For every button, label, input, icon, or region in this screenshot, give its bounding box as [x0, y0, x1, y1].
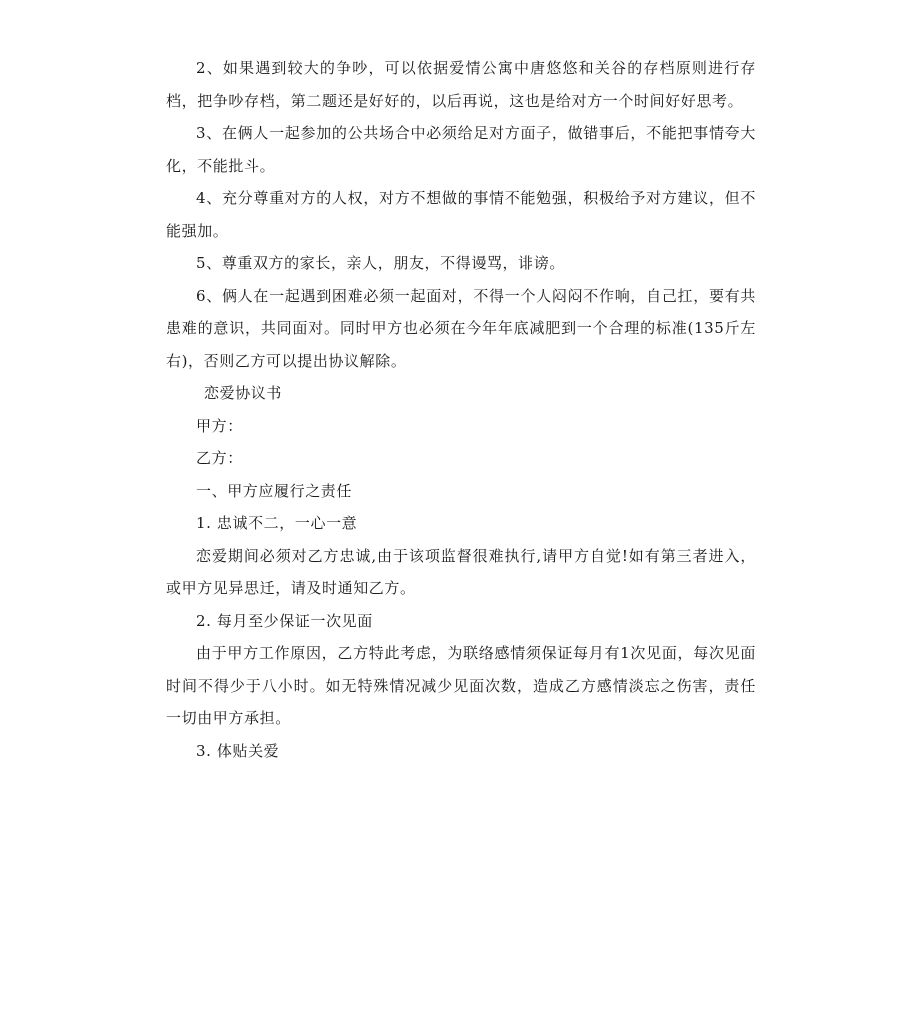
clause-6-paragraph: 6、俩人在一起遇到困难必须一起面对，不得一个人闷闷不作响，自己扛，要有共患难的意识，共同面对。同时甲方也必须在今年年底减肥到一个合理的标准(135斤左右)，否则乙方可以提出协议解除。 — [166, 286, 756, 370]
clause-3-paragraph: 3、在俩人一起参加的公共场合中必须给足对方面子，做错事后，不能把事情夸大化，不能批斗。 — [166, 124, 756, 175]
item-2-heading: 2. 每月至少保证一次见面 — [196, 611, 373, 630]
item-2-body: 由于甲方工作原因，乙方特此考虑，为联络感情须保证每月有1次见面，每次见面时间不得少于八小时。如无特殊情况减少见面次数，造成乙方感情淡忘之伤害，责任一切由甲方承担。 — [166, 644, 756, 727]
party-b-label: 乙方： — [196, 449, 243, 467]
item-3-heading: 3. 体贴关爱 — [196, 741, 280, 760]
section-1-heading: 一、甲方应履行之责任 — [196, 481, 353, 500]
clause-2-paragraph: 2、如果遇到较大的争吵，可以依据爱情公寓中唐悠悠和关谷的存档原则进行存档，把争吵存档，第二题还是好好的，以后再说，这也是给对方一个时间好好思考。 — [166, 59, 756, 110]
clause-4-paragraph: 4、充分尊重对方的人权，对方不想做的事情不能勉强，积极给予对方建议，但不能强加。 — [166, 189, 756, 240]
item-1-body: 恋爱期间必须对乙方忠诚,由于该项监督很难执行,请甲方自觉!如有第三者进入，或甲方见异思迁，请及时通知乙方。 — [166, 546, 756, 597]
document-page — [166, 52, 756, 767]
clause-5-paragraph: 5、尊重双方的家长，亲人，朋友，不得谩骂，诽谤。 — [196, 254, 565, 272]
item-1-heading: 1. 忠诚不二，一心一意 — [196, 514, 358, 532]
party-a-label: 甲方： — [196, 416, 243, 435]
agreement-title: 恋爱协议书 — [204, 384, 283, 402]
